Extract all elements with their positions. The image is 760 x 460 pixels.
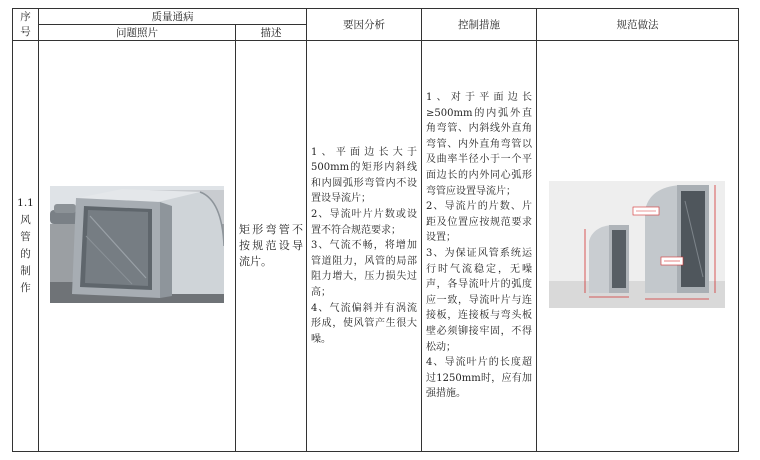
sequence-char: 制 xyxy=(20,265,31,277)
sequence-char: 管 xyxy=(20,231,31,243)
standard-practice-header: 规范做法 xyxy=(537,9,739,41)
standard-practice-cell xyxy=(537,41,739,452)
header-row xyxy=(13,9,739,25)
description-header: 描述 xyxy=(236,25,307,41)
sequence-header-line1: 序 xyxy=(20,10,31,23)
sequence-char: 作 xyxy=(20,282,31,294)
sequence-char: 的 xyxy=(20,248,31,260)
cause-item: 4、气流偏斜并有涡流形成，使风管产生很大噪。 xyxy=(311,302,417,345)
duct-elbow-photo-drawing xyxy=(50,186,224,303)
problem-photo-cell xyxy=(39,41,236,452)
quality-defect-table xyxy=(12,8,739,452)
description-cell xyxy=(236,41,307,452)
problem-photo-header: 问题照片 xyxy=(39,25,236,41)
measure-item: 3、为保证风管系统运行时气流稳定，无噪声，各导流叶片的弧度应一致，导流叶片与连接板，连接板与弯头板壁必须铆接牢固，不得松动； xyxy=(426,248,532,353)
quality-issue-header: 质量通病 xyxy=(39,9,307,25)
sequence-header xyxy=(13,9,39,41)
measure-item: 1、对于平面边长≥500mm的内弧外直角弯管、内斜线外直角弯管、内外直角弯管以及曲率半径小于一个平面边长的内外同心弧形弯管应设置导流片； xyxy=(426,92,532,197)
standard-practice-photo xyxy=(549,181,725,308)
sequence-header-line2: 号 xyxy=(20,25,31,38)
measure-item: 4、导流叶片的长度超过1250mm时，应有加强措施。 xyxy=(426,357,532,400)
standard-ducts-photo-drawing xyxy=(549,181,725,308)
cause-item: 1、平面边长大于500mm的矩形内斜线和内圆弧形弯管内不设置设导流片； xyxy=(311,146,417,205)
control-measures-cell xyxy=(422,41,537,452)
problem-photo xyxy=(50,186,224,303)
cause-analysis-header: 要因分析 xyxy=(307,9,422,41)
cause-item: 3、气流不畅，将增加管道阻力，风管的局部阻力增大，压力损失过高； xyxy=(311,240,417,298)
sequence-cell xyxy=(13,41,39,452)
measure-item: 2、导流片的片数、片距及位置应按规范要求设置； xyxy=(426,201,532,244)
control-measures-header: 控制措施 xyxy=(422,9,537,41)
table-row xyxy=(13,41,739,452)
cause-item: 2、导流叶片片数或设置不符合规范要求； xyxy=(311,209,417,236)
cause-analysis-cell xyxy=(307,41,422,452)
description-text: 矩形弯管不按规范设导流片。 xyxy=(239,223,303,268)
sequence-number: 1.1 xyxy=(17,197,34,209)
sequence-char: 风 xyxy=(20,214,31,226)
